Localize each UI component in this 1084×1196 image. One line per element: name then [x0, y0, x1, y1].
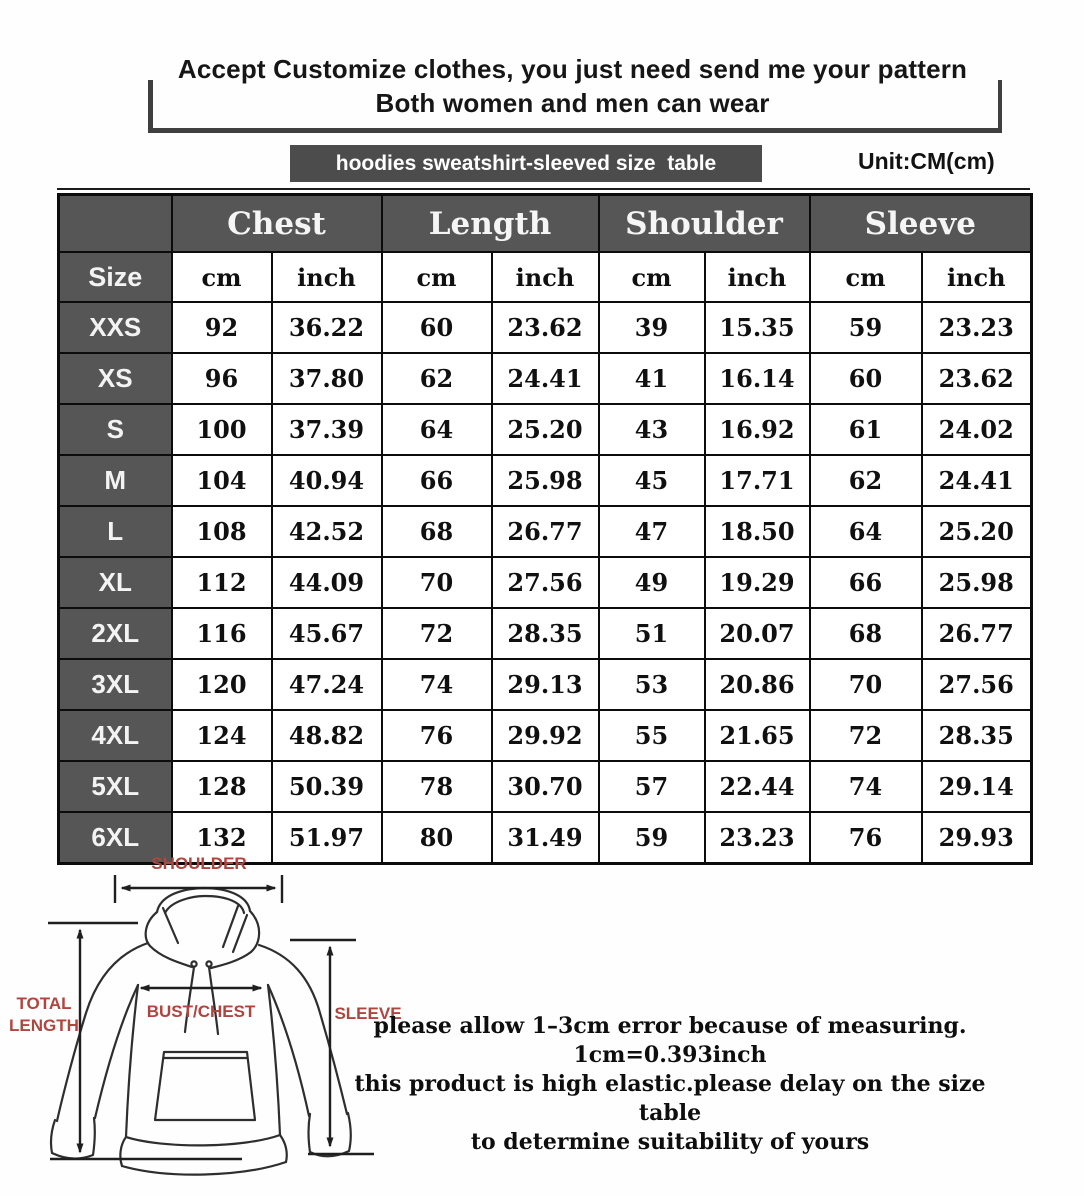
- size-label: L: [59, 506, 172, 557]
- measurement-cell: 22.44: [705, 761, 810, 812]
- measurement-cell: 25.98: [922, 557, 1032, 608]
- measurement-cell: 66: [810, 557, 922, 608]
- measurement-cell: 29.92: [492, 710, 599, 761]
- size-label: XL: [59, 557, 172, 608]
- corner-cell: [59, 195, 172, 253]
- measurement-cell: 23.62: [492, 302, 599, 353]
- size-table: [57, 193, 1033, 865]
- measurement-cell: 23.23: [922, 302, 1032, 353]
- table-row: [59, 659, 1032, 710]
- measurement-cell: 39: [599, 302, 705, 353]
- measurement-cell: 108: [172, 506, 272, 557]
- measurement-cell: 70: [382, 557, 492, 608]
- measurement-cell: 68: [382, 506, 492, 557]
- measurement-cell: 76: [810, 812, 922, 864]
- measurement-cell: 50.39: [272, 761, 382, 812]
- measurement-cell: 28.35: [922, 710, 1032, 761]
- measurement-cell: 23.23: [705, 812, 810, 864]
- measurement-cell: 31.49: [492, 812, 599, 864]
- unit-header-inch: inch: [272, 252, 382, 302]
- note-line3: this product is high elastic.please delay on the size table: [354, 1071, 986, 1126]
- measurement-cell: 25.20: [492, 404, 599, 455]
- measurement-cell: 27.56: [922, 659, 1032, 710]
- measurement-cell: 80: [382, 812, 492, 864]
- size-label: 6XL: [59, 812, 172, 864]
- table-top-rule: [57, 188, 1030, 190]
- measurement-cell: 24.02: [922, 404, 1032, 455]
- note-line1: please allow 1–3cm error because of measuring.: [373, 1013, 967, 1039]
- measurement-cell: 28.35: [492, 608, 599, 659]
- measurement-cell: 55: [599, 710, 705, 761]
- size-label: 4XL: [59, 710, 172, 761]
- measurement-cell: 78: [382, 761, 492, 812]
- measurement-cell: 76: [382, 710, 492, 761]
- size-column-header: Size: [59, 252, 172, 302]
- measurement-cell: 20.07: [705, 608, 810, 659]
- measurement-cell: 47: [599, 506, 705, 557]
- measure-notes: [340, 1012, 1000, 1157]
- measurement-cell: 128: [172, 761, 272, 812]
- measurement-cell: 104: [172, 455, 272, 506]
- unit-header-inch: inch: [705, 252, 810, 302]
- measurement-cell: 57: [599, 761, 705, 812]
- size-label: S: [59, 404, 172, 455]
- page-title-line2: Both women and men can wear: [375, 88, 770, 118]
- measurement-cell: 29.93: [922, 812, 1032, 864]
- measurement-cell: 70: [810, 659, 922, 710]
- table-caption-banner: hoodies sweatshirt-sleeved size table: [290, 145, 762, 182]
- measurement-cell: 124: [172, 710, 272, 761]
- column-group-chest: Chest: [172, 195, 382, 253]
- measurement-cell: 60: [382, 302, 492, 353]
- measurement-cell: 26.77: [492, 506, 599, 557]
- unit-header-row: [59, 252, 1032, 302]
- measurement-cell: 44.09: [272, 557, 382, 608]
- measurement-cell: 64: [382, 404, 492, 455]
- column-group-shoulder: Shoulder: [599, 195, 810, 253]
- measurement-cell: 62: [382, 353, 492, 404]
- measurement-cell: 59: [810, 302, 922, 353]
- sleeve-label: SLEEVE: [334, 1004, 402, 1023]
- column-group-sleeve: Sleeve: [810, 195, 1032, 253]
- measurement-cell: 53: [599, 659, 705, 710]
- measurement-cell: 30.70: [492, 761, 599, 812]
- measurement-cell: 20.86: [705, 659, 810, 710]
- measurement-cell: 41: [599, 353, 705, 404]
- measurement-cell: 120: [172, 659, 272, 710]
- group-header-row: [59, 195, 1032, 253]
- measurement-cell: 100: [172, 404, 272, 455]
- measurement-cell: 27.56: [492, 557, 599, 608]
- measurement-cell: 25.20: [922, 506, 1032, 557]
- total-length-label-line1: TOTAL: [16, 994, 72, 1013]
- measurement-cell: 23.62: [922, 353, 1032, 404]
- measurement-cell: 51: [599, 608, 705, 659]
- measurement-cell: 74: [382, 659, 492, 710]
- measurement-cell: 49: [599, 557, 705, 608]
- table-row: [59, 353, 1032, 404]
- measurement-cell: 16.14: [705, 353, 810, 404]
- table-row: [59, 761, 1032, 812]
- unit-label: Unit:CM(cm): [858, 148, 995, 174]
- measurement-cell: 29.14: [922, 761, 1032, 812]
- unit-header-inch: inch: [492, 252, 599, 302]
- measurement-cell: 92: [172, 302, 272, 353]
- measurement-cell: 25.98: [492, 455, 599, 506]
- table-row: [59, 557, 1032, 608]
- column-group-length: Length: [382, 195, 599, 253]
- measurement-cell: 42.52: [272, 506, 382, 557]
- unit-header-cm: cm: [382, 252, 492, 302]
- unit-header-cm: cm: [810, 252, 922, 302]
- page-title-line1: Accept Customize clothes, you just need send me your pattern: [177, 54, 968, 84]
- total-length-label-line2: LENGTH: [9, 1016, 79, 1035]
- size-label: 2XL: [59, 608, 172, 659]
- measurement-cell: 21.65: [705, 710, 810, 761]
- measurement-cell: 66: [382, 455, 492, 506]
- measurement-cell: 18.50: [705, 506, 810, 557]
- table-row: [59, 506, 1032, 557]
- measurement-cell: 112: [172, 557, 272, 608]
- unit-header-cm: cm: [172, 252, 272, 302]
- measurement-cell: 60: [810, 353, 922, 404]
- table-row: [59, 710, 1032, 761]
- size-label: XXS: [59, 302, 172, 353]
- measurement-cell: 40.94: [272, 455, 382, 506]
- size-label: 3XL: [59, 659, 172, 710]
- table-row: [59, 404, 1032, 455]
- title-bracket: [148, 80, 1002, 133]
- size-label: 5XL: [59, 761, 172, 812]
- measurement-cell: 37.80: [272, 353, 382, 404]
- measurement-cell: 68: [810, 608, 922, 659]
- table-row: [59, 302, 1032, 353]
- measurement-cell: 26.77: [922, 608, 1032, 659]
- shoulder-arrow: [115, 875, 282, 903]
- measurement-cell: 72: [810, 710, 922, 761]
- unit-header-inch: inch: [922, 252, 1032, 302]
- measurement-cell: 51.97: [272, 812, 382, 864]
- measurement-cell: 72: [382, 608, 492, 659]
- unit-header-cm: cm: [599, 252, 705, 302]
- measurement-cell: 36.22: [272, 302, 382, 353]
- measurement-cell: 74: [810, 761, 922, 812]
- measurement-cell: 64: [810, 506, 922, 557]
- measurement-cell: 37.39: [272, 404, 382, 455]
- measurement-cell: 48.82: [272, 710, 382, 761]
- measurement-cell: 45: [599, 455, 705, 506]
- size-label: M: [59, 455, 172, 506]
- measurement-cell: 47.24: [272, 659, 382, 710]
- measurement-cell: 24.41: [492, 353, 599, 404]
- size-table-body: [59, 302, 1032, 864]
- measurement-cell: 24.41: [922, 455, 1032, 506]
- measurement-cell: 132: [172, 812, 272, 864]
- shoulder-label: SHOULDER: [151, 855, 247, 873]
- measurement-cell: 62: [810, 455, 922, 506]
- measurement-cell: 29.13: [492, 659, 599, 710]
- measurement-cell: 16.92: [705, 404, 810, 455]
- measurement-cell: 61: [810, 404, 922, 455]
- table-row: [59, 608, 1032, 659]
- measurement-cell: 43: [599, 404, 705, 455]
- measurement-cell: 59: [599, 812, 705, 864]
- note-line2: 1cm=0.393inch: [573, 1042, 767, 1068]
- measurement-cell: 15.35: [705, 302, 810, 353]
- size-label: XS: [59, 353, 172, 404]
- measurement-cell: 17.71: [705, 455, 810, 506]
- measurement-cell: 96: [172, 353, 272, 404]
- bust-chest-label: BUST/CHEST: [146, 1002, 256, 1021]
- note-line4: to determine suitability of yours: [470, 1129, 870, 1155]
- measurement-cell: 19.29: [705, 557, 810, 608]
- hoodie-drawing: [51, 888, 351, 1175]
- table-row: [59, 455, 1032, 506]
- measurement-cell: 116: [172, 608, 272, 659]
- measurement-cell: 45.67: [272, 608, 382, 659]
